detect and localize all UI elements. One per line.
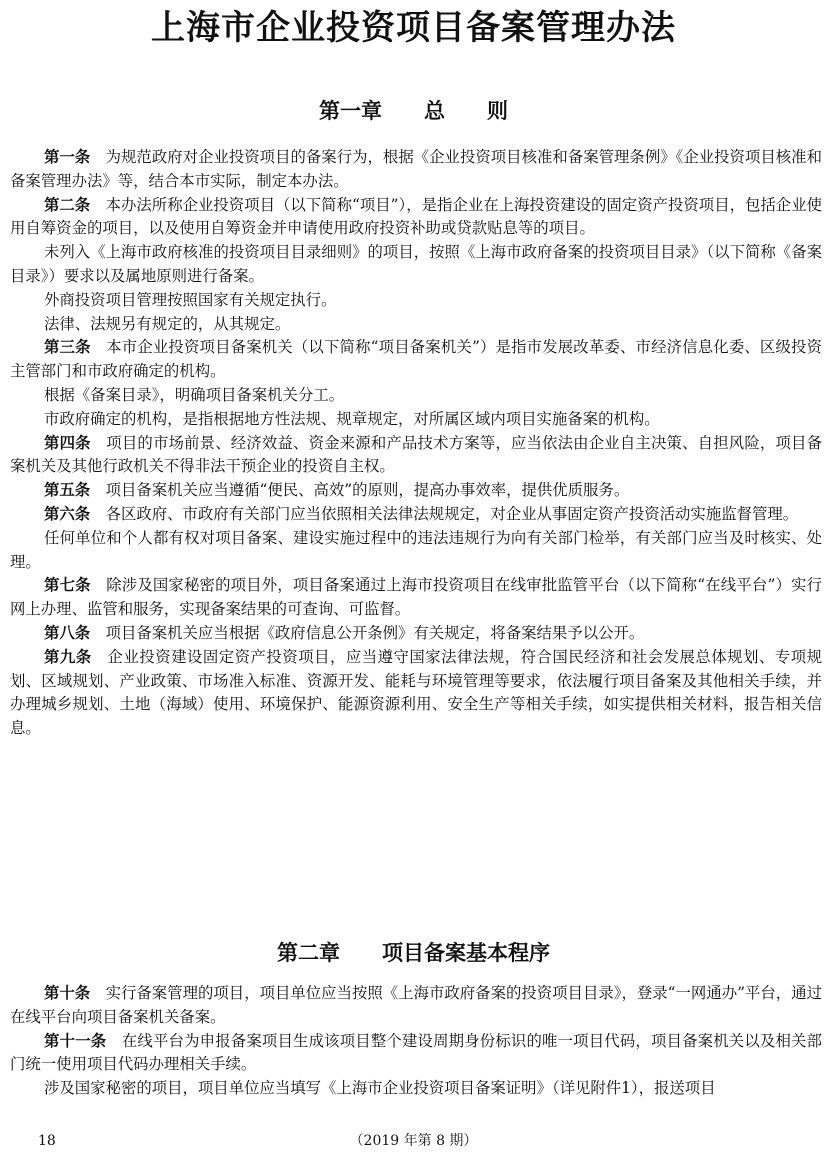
paragraph (10, 1077, 822, 1101)
article-text: 本办法所称企业投资项目（以下简称“项目”），是指企业在上海投资建设的固定资产投资项目，包括企业使用自筹资金的项目，以及使用自筹资金并申请使用政府投资补助或贷款贴息等的项目。 (10, 195, 822, 238)
article-6 (10, 503, 822, 527)
page-footer (0, 1130, 827, 1152)
paragraph-text: 市政府确定的机构，是指根据地方性法规、规章规定，对所属区域内项目实施备案的机构。 (44, 409, 660, 428)
article-text: 项目备案机关应当根据《政府信息公开条例》有关规定，将备案结果予以公开。 (90, 623, 645, 642)
article-text: 本市企业投资项目备案机关（以下简称“项目备案机关”）是指市发展改革委、市经济信息化委、区级投资主管部门和市政府确定的机构。 (10, 338, 822, 381)
paragraph (10, 527, 822, 575)
article-10 (10, 982, 822, 1030)
article-text: 项目备案机关应当遵循“便民、高效”的原则，提高办事效率，提供优质服务。 (90, 481, 630, 500)
article-1 (10, 146, 822, 194)
article-11 (10, 1030, 822, 1078)
chapter-1-body (10, 146, 822, 741)
chapter-1-heading: 第一章 总 则 (319, 99, 508, 123)
paragraph (10, 408, 822, 432)
article-text: 除涉及国家秘密的项目外，项目备案通过上海市投资项目在线审批监管平台（以下简称“在线平台”）实行网上办理、监管和服务，实现备案结果的可查询、可监督。 (10, 576, 822, 619)
document-title: 上海市企业投资项目备案管理办法 (151, 8, 676, 48)
paragraph (10, 384, 822, 408)
article-label: 第三条 (44, 338, 91, 357)
article-text: 各区政府、市政府有关部门应当依照相关法律法规规定，对企业从事固定资产投资活动实施监督管理。 (90, 504, 799, 523)
article-label: 第四条 (44, 433, 91, 452)
article-5 (10, 479, 822, 503)
article-9 (10, 646, 822, 741)
article-label: 第六条 (44, 504, 91, 523)
page-number: 18 (38, 1133, 56, 1149)
paragraph (10, 289, 822, 313)
paragraph-text: 任何单位和个人都有权对项目备案、建设实施过程中的违法违规行为向有关部门检举，有关部门应当及时核实、处理。 (10, 528, 822, 571)
paragraph-text: 根据《备案目录》，明确项目备案机关分工。 (44, 385, 345, 404)
paragraph-text: 法律、法规另有规定的，从其规定。 (44, 314, 291, 333)
article-3 (10, 336, 822, 384)
article-text: 为规范政府对企业投资项目的备案行为，根据《企业投资项目核准和备案管理条例》《企业投资项目核准和备案管理办法》等，结合本市实际，制定本办法。 (10, 148, 822, 190)
article-4 (10, 432, 822, 480)
chapter-2-body (10, 982, 822, 1101)
article-label: 第八条 (44, 623, 91, 642)
chapter-2-heading: 第二章 项目备案基本程序 (277, 941, 550, 965)
paragraph (10, 241, 822, 289)
paragraph-text: 未列入《上海市政府核准的投资项目目录细则》的项目，按照《上海市政府备案的投资项目目录》（以下简称《备案目录》）要求以及属地原则进行备案。 (10, 243, 822, 285)
article-label: 第一条 (44, 148, 91, 166)
paragraph (10, 313, 822, 337)
paragraph-text: 涉及国家秘密的项目，项目单位应当填写《上海市企业投资项目备案证明》（详见附件1），报送项目 (44, 1079, 716, 1098)
article-label: 第十一条 (44, 1031, 107, 1050)
article-text: 企业投资建设固定资产投资项目，应当遵守国家法律法规，符合国民经济和社会发展总体规划、专项规划、区域规划、产业政策、市场准入标准、资源开发、能耗与环境管理等要求，依法履行项目备案及其他相关手续，并办理城乡规划、土地（海域）使用、环境保护、能源资源利用、安全生产等相关手续，如实提供相关材料，报告相关信息。 (10, 647, 822, 738)
article-text: 项目的市场前景、经济效益、资金来源和产品技术方案等，应当依法由企业自主决策、自担风险，项目备案机关及其他行政机关不得非法干预企业的投资自主权。 (10, 433, 822, 476)
issue-label: （2019 年第 8 期） (349, 1133, 478, 1149)
paragraph-text: 外商投资项目管理按照国家有关规定执行。 (44, 290, 337, 309)
article-8 (10, 622, 822, 646)
article-label: 第五条 (44, 481, 91, 500)
article-text: 在线平台为申报备案项目生成该项目整个建设周期身份标识的唯一项目代码，项目备案机关以及相关部门统一使用项目代码办理相关手续。 (10, 1031, 822, 1074)
article-2 (10, 194, 822, 242)
article-text: 实行备案管理的项目，项目单位应当按照《上海市政府备案的投资项目目录》，登录“一网通办”平台，通过在线平台向项目备案机关备案。 (10, 984, 822, 1026)
article-7 (10, 574, 822, 622)
article-label: 第二条 (44, 195, 91, 214)
article-label: 第七条 (44, 576, 91, 595)
article-label: 第十条 (44, 984, 91, 1002)
article-label: 第九条 (44, 647, 92, 666)
